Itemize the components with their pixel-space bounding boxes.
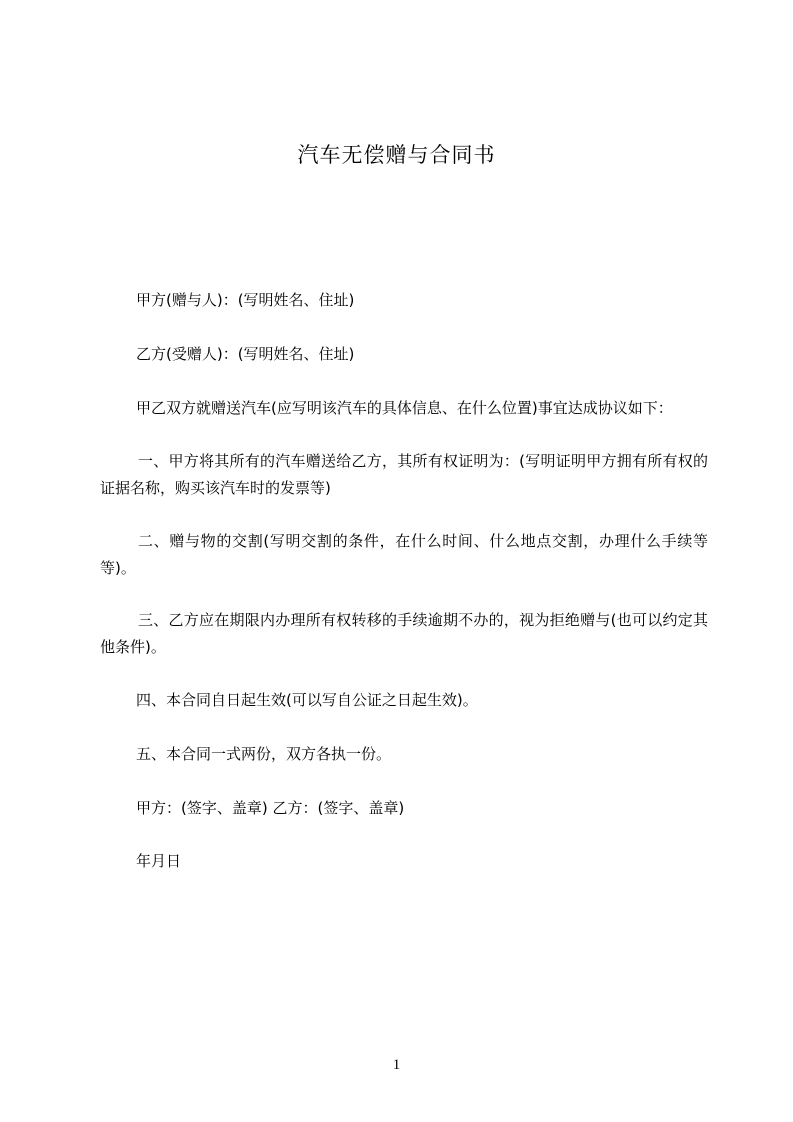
clause-5: 五、本合同一式两份，双方各执一份。 — [136, 745, 392, 763]
page-number: 1 — [392, 1057, 401, 1073]
party-a-line: 甲方(赠与人)：(写明姓名、住址) — [136, 291, 355, 309]
clause-1: 一、甲方将其所有的汽车赠送给乙方，其所有权证明为：(写明证明甲方拥有所有权的证据名称，购买该汽车时的发票等) — [100, 452, 708, 497]
document-title: 汽车无偿赠与合同书 — [297, 143, 496, 167]
signature-line: 甲方：(签字、盖章) 乙方：(签字、盖章) — [136, 799, 405, 817]
date-line: 年月日 — [136, 852, 182, 870]
clause-3: 三、乙方应在期限内办理所有权转移的手续逾期不办的，视为拒绝赠与(也可以约定其他条件)。 — [100, 611, 708, 656]
clause-4: 四、本合同自日起生效(可以写自公证之日起生效)。 — [136, 691, 478, 709]
agreement-intro: 甲乙双方就赠送汽车(应写明该汽车的具体信息、在什么位置)事宜达成协议如下： — [136, 399, 673, 417]
clause-2: 二、赠与物的交割(写明交割的条件，在什么时间、什么地点交割，办理什么手续等等)。 — [100, 532, 708, 577]
party-b-line: 乙方(受赠人)：(写明姓名、住址) — [136, 345, 355, 363]
